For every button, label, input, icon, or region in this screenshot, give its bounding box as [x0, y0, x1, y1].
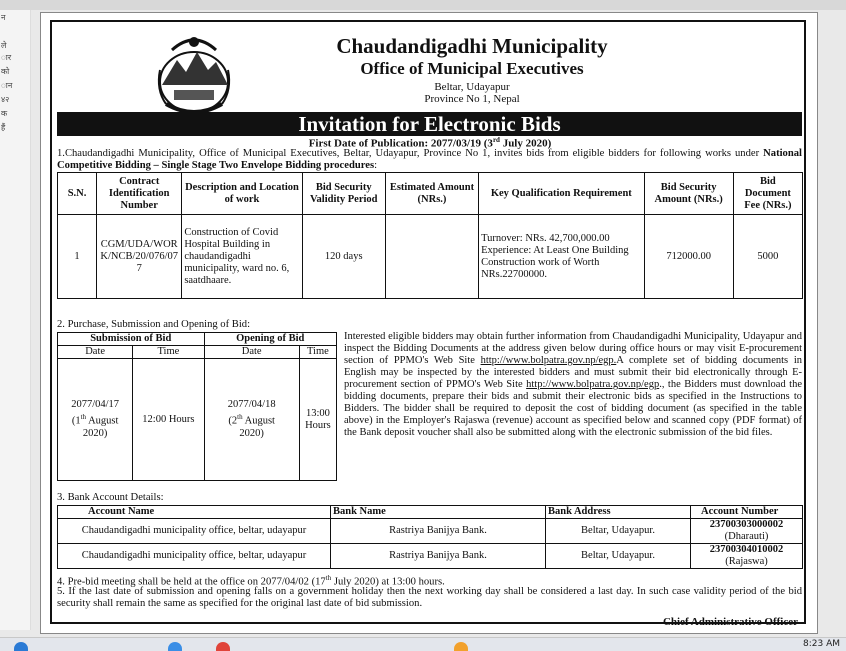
account-name: Chaudandigadhi municipality office, beltar, udayapur	[58, 544, 331, 569]
col-header: Bank Address	[546, 506, 691, 519]
account-number: 23700304010002 (Rajaswa)	[691, 544, 803, 569]
office-address: Beltar, Udayapur	[434, 81, 510, 93]
note-pre-bid-meeting: 4. Pre-bid meeting shall be held at the office on 2077/04/02 (17th July 2020) at 13:00 hours.	[57, 574, 445, 588]
office-name: Office of Municipal Executives	[360, 59, 584, 78]
submission-header: Submission of Bid	[58, 333, 205, 346]
side-glyph: को	[1, 67, 10, 76]
col-header: Bid Security Validity Period	[302, 173, 385, 215]
bank-name: Rastriya Banijya Bank.	[331, 519, 546, 544]
date-header: Date	[58, 346, 133, 359]
section-3-title: 3. Bank Account Details:	[57, 492, 164, 503]
opening-time: 13:00 Hours	[299, 359, 336, 481]
col-header: Account Number	[691, 506, 803, 519]
col-header: S.N.	[58, 173, 97, 215]
side-glyph: ार	[1, 53, 12, 62]
egp-link[interactable]: http://www.bolpatra.gov.np/egp.	[480, 355, 617, 366]
signature-line: Chief Administrative Officer	[662, 616, 798, 628]
time-header: Time	[299, 346, 336, 359]
notice-title: Invitation for Electronic Bids	[57, 112, 802, 136]
cell-validity: 120 days	[302, 215, 385, 299]
col-header: Account Name	[58, 506, 331, 519]
submission-time: 12:00 Hours	[133, 359, 204, 481]
cell-document-fee: 5000	[733, 215, 802, 299]
side-glyph: हैं	[1, 123, 6, 132]
time-header: Time	[133, 346, 204, 359]
taskbar-clock: 8:23 AM	[803, 639, 840, 649]
intro-paragraph: 1.Chaudandigadhi Municipality, Office of Municipal Executives, Beltar, Udayapur, Province No 1, invites bids from eligible bidders for following works under National Competitive Bidding – Single Stage Two Envelope Bidding procedures:	[57, 148, 802, 171]
col-header: Estimated Amount (NRs.)	[385, 173, 478, 215]
side-glyph: ४२	[1, 95, 10, 104]
col-header: Key Qualification Requirement	[479, 173, 644, 215]
cell-security-amount: 712000.00	[644, 215, 733, 299]
cell-description: Construction of Covid Hospital Building in chaudandigadhi municipality, ward no. 6, saatdhaare.	[182, 215, 302, 299]
bank-address: Beltar, Udayapur.	[546, 544, 691, 569]
municipality-name: Chaudandigadhi Municipality	[336, 34, 608, 58]
col-header: Bid Security Amount (NRs.)	[644, 173, 733, 215]
egp-link[interactable]: http://www.bolpatra.gov.np/egp	[526, 379, 660, 390]
account-name: Chaudandigadhi municipality office, beltar, udayapur	[58, 519, 331, 544]
bank-table	[57, 505, 803, 569]
submission-table	[57, 332, 337, 481]
col-header: Bid Document Fee (NRs.)	[733, 173, 802, 215]
side-glyph: न	[1, 13, 6, 22]
submission-date: 2077/04/17 (1th August 2020)	[58, 359, 133, 481]
col-header: Description and Location of work	[182, 173, 302, 215]
col-header: Bank Name	[331, 506, 546, 519]
cell-estimated-amount	[385, 215, 478, 299]
cell-contract-id: CGM/UDA/WORK/NCB/20/076/077	[97, 215, 182, 299]
date-header: Date	[204, 346, 299, 359]
publication-date: First Date of Publication: 2077/03/19 (3rd July 2020)	[308, 136, 552, 150]
notice-border	[50, 20, 806, 628]
opening-date: 2077/04/18 (2th August 2020)	[204, 359, 299, 481]
side-glyph: ले	[1, 41, 7, 50]
side-glyph: ान	[1, 81, 13, 90]
account-number: 23700303000002 (Dharauti)	[691, 519, 803, 544]
section-2-title: 2. Purchase, Submission and Opening of Bid:	[57, 319, 251, 330]
cell-sn: 1	[58, 215, 97, 299]
province: Province No 1, Nepal	[424, 93, 520, 105]
cell-qualification: Turnover: NRs. 42,700,000.00 Experience: At Least One Building Construction work of Worth NRs.22700000.	[479, 215, 644, 299]
notice-document	[40, 12, 818, 634]
opening-header: Opening of Bid	[204, 333, 336, 346]
col-header: Contract Identification Number	[97, 173, 182, 215]
bank-name: Rastriya Banijya Bank.	[331, 544, 546, 569]
table-row	[58, 215, 803, 299]
taskbar	[0, 637, 846, 651]
instructions-paragraph: Interested eligible bidders may obtain further information from Chaudandigadhi Municipality, Udayapur and inspect the Bidding Documents at the address given below during office hours or may visit E-procurement section of PPMO's Web Site http://www.bolpatra.gov.np/egp.A complete set of bidding documents in English may be inspected by the interested bidders and must submit their bid electronically through E-procurement section of PPMO's Web Site http://www.bolpatra.gov.np/egp., the Bidders must download the bidding documents, prepare their bids and submit their electronic bids as specified in the Instructions to Bidders. The bidder shall be required to deposit the cost of bidding document (as specified in the table above) in the Employer's Rajaswa (revenue) account as specified below and scanned copy (PDF format) of the Bank deposit voucher shall also be submitted along with the electronic submission of the bid files.	[344, 331, 802, 438]
note-holiday: 5. If the last date of submission and opening falls on a government holiday then the next working day shall be considered a last day. In such case validity period of the bid security shall remain the same as specified for the original last date of bid submission.	[57, 586, 802, 609]
table-row	[58, 519, 803, 544]
bid-table	[57, 172, 803, 299]
side-glyph: क	[1, 109, 8, 118]
browser-top-bar	[0, 0, 846, 10]
bank-address: Beltar, Udayapur.	[546, 519, 691, 544]
table-row	[58, 544, 803, 569]
left-side-panel	[0, 10, 31, 630]
